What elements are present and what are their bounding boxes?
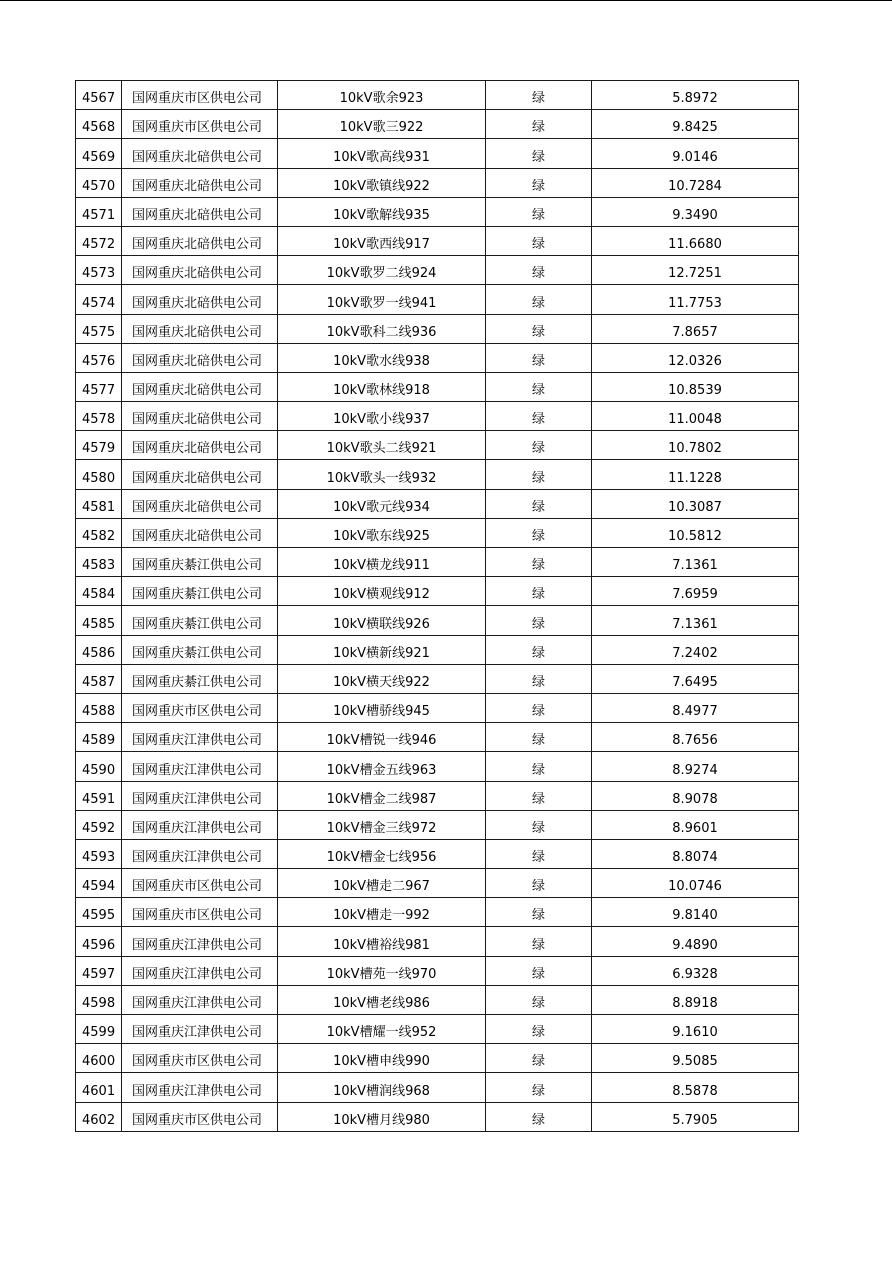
row-id-cell: 4594	[76, 869, 122, 898]
line-name-cell: 10kV歌西线917	[278, 226, 486, 255]
table-row	[76, 256, 799, 285]
row-id-cell: 4599	[76, 1015, 122, 1044]
company-cell: 国网重庆北碚供电公司	[122, 139, 278, 168]
line-name-cell: 10kV歌东线925	[278, 518, 486, 547]
status-cell: 绿	[486, 402, 592, 431]
value-cell: 9.8140	[592, 898, 799, 927]
company-cell: 国网重庆北碚供电公司	[122, 489, 278, 518]
table-row	[76, 869, 799, 898]
value-cell: 5.7905	[592, 1102, 799, 1131]
value-cell: 7.8657	[592, 314, 799, 343]
table-row	[76, 723, 799, 752]
line-name-cell: 10kV歌头一线932	[278, 460, 486, 489]
table-row	[76, 635, 799, 664]
row-id-cell: 4597	[76, 956, 122, 985]
value-cell: 10.3087	[592, 489, 799, 518]
row-id-cell: 4586	[76, 635, 122, 664]
company-cell: 国网重庆市区供电公司	[122, 1102, 278, 1131]
value-cell: 10.8539	[592, 372, 799, 401]
status-cell: 绿	[486, 839, 592, 868]
company-cell: 国网重庆綦江供电公司	[122, 548, 278, 577]
value-cell: 8.8074	[592, 839, 799, 868]
status-cell: 绿	[486, 1073, 592, 1102]
table-row	[76, 1044, 799, 1073]
status-cell: 绿	[486, 898, 592, 927]
status-cell: 绿	[486, 927, 592, 956]
line-name-cell: 10kV横龙线911	[278, 548, 486, 577]
company-cell: 国网重庆北碚供电公司	[122, 460, 278, 489]
company-cell: 国网重庆北碚供电公司	[122, 518, 278, 547]
row-id-cell: 4579	[76, 431, 122, 460]
status-cell: 绿	[486, 1102, 592, 1131]
row-id-cell: 4592	[76, 810, 122, 839]
line-name-cell: 10kV槽锐一线946	[278, 723, 486, 752]
company-cell: 国网重庆市区供电公司	[122, 898, 278, 927]
status-cell: 绿	[486, 110, 592, 139]
line-name-cell: 10kV歌头二线921	[278, 431, 486, 460]
company-cell: 国网重庆市区供电公司	[122, 693, 278, 722]
status-cell: 绿	[486, 489, 592, 518]
table-row	[76, 693, 799, 722]
value-cell: 8.9078	[592, 781, 799, 810]
line-name-cell: 10kV槽老线986	[278, 985, 486, 1014]
row-id-cell: 4569	[76, 139, 122, 168]
status-cell: 绿	[486, 197, 592, 226]
row-id-cell: 4577	[76, 372, 122, 401]
company-cell: 国网重庆江津供电公司	[122, 985, 278, 1014]
status-cell: 绿	[486, 752, 592, 781]
row-id-cell: 4578	[76, 402, 122, 431]
row-id-cell: 4572	[76, 226, 122, 255]
company-cell: 国网重庆市区供电公司	[122, 110, 278, 139]
status-cell: 绿	[486, 781, 592, 810]
status-cell: 绿	[486, 693, 592, 722]
line-name-cell: 10kV槽金三线972	[278, 810, 486, 839]
table-row	[76, 168, 799, 197]
line-name-cell: 10kV槽金七线956	[278, 839, 486, 868]
line-name-cell: 10kV歌罗一线941	[278, 285, 486, 314]
value-cell: 11.7753	[592, 285, 799, 314]
table-row	[76, 927, 799, 956]
company-cell: 国网重庆北碚供电公司	[122, 431, 278, 460]
table-row	[76, 839, 799, 868]
company-cell: 国网重庆江津供电公司	[122, 752, 278, 781]
value-cell: 10.5812	[592, 518, 799, 547]
status-cell: 绿	[486, 460, 592, 489]
value-cell: 9.0146	[592, 139, 799, 168]
table-row	[76, 431, 799, 460]
table-row	[76, 548, 799, 577]
company-cell: 国网重庆江津供电公司	[122, 810, 278, 839]
row-id-cell: 4588	[76, 693, 122, 722]
status-cell: 绿	[486, 664, 592, 693]
table-row	[76, 343, 799, 372]
value-cell: 8.5878	[592, 1073, 799, 1102]
table-row	[76, 577, 799, 606]
line-name-cell: 10kV歌余923	[278, 81, 486, 110]
status-cell: 绿	[486, 548, 592, 577]
line-name-cell: 10kV槽润线968	[278, 1073, 486, 1102]
line-name-cell: 10kV槽苑一线970	[278, 956, 486, 985]
row-id-cell: 4573	[76, 256, 122, 285]
row-id-cell: 4598	[76, 985, 122, 1014]
company-cell: 国网重庆綦江供电公司	[122, 606, 278, 635]
table-row	[76, 226, 799, 255]
row-id-cell: 4600	[76, 1044, 122, 1073]
company-cell: 国网重庆北碚供电公司	[122, 372, 278, 401]
line-name-cell: 10kV槽走一992	[278, 898, 486, 927]
row-id-cell: 4589	[76, 723, 122, 752]
status-cell: 绿	[486, 1015, 592, 1044]
company-cell: 国网重庆市区供电公司	[122, 1044, 278, 1073]
value-cell: 7.1361	[592, 606, 799, 635]
line-name-cell: 10kV槽骄线945	[278, 693, 486, 722]
value-cell: 9.8425	[592, 110, 799, 139]
row-id-cell: 4575	[76, 314, 122, 343]
line-name-cell: 10kV槽走二967	[278, 869, 486, 898]
status-cell: 绿	[486, 606, 592, 635]
line-name-cell: 10kV歌科二线936	[278, 314, 486, 343]
value-cell: 8.9274	[592, 752, 799, 781]
company-cell: 国网重庆綦江供电公司	[122, 664, 278, 693]
line-name-cell: 10kV歌高线931	[278, 139, 486, 168]
line-name-cell: 10kV歌林线918	[278, 372, 486, 401]
table-row	[76, 898, 799, 927]
value-cell: 9.1610	[592, 1015, 799, 1044]
status-cell: 绿	[486, 810, 592, 839]
status-cell: 绿	[486, 1044, 592, 1073]
company-cell: 国网重庆綦江供电公司	[122, 577, 278, 606]
status-cell: 绿	[486, 723, 592, 752]
line-name-cell: 10kV歌解线935	[278, 197, 486, 226]
value-cell: 8.8918	[592, 985, 799, 1014]
table-row	[76, 139, 799, 168]
row-id-cell: 4601	[76, 1073, 122, 1102]
company-cell: 国网重庆北碚供电公司	[122, 402, 278, 431]
table-body	[76, 81, 799, 1132]
status-cell: 绿	[486, 168, 592, 197]
value-cell: 8.4977	[592, 693, 799, 722]
company-cell: 国网重庆北碚供电公司	[122, 314, 278, 343]
row-id-cell: 4595	[76, 898, 122, 927]
value-cell: 9.5085	[592, 1044, 799, 1073]
status-cell: 绿	[486, 869, 592, 898]
value-cell: 10.7284	[592, 168, 799, 197]
row-id-cell: 4584	[76, 577, 122, 606]
table-row	[76, 810, 799, 839]
status-cell: 绿	[486, 343, 592, 372]
value-cell: 7.1361	[592, 548, 799, 577]
status-cell: 绿	[486, 985, 592, 1014]
company-cell: 国网重庆江津供电公司	[122, 1073, 278, 1102]
value-cell: 7.2402	[592, 635, 799, 664]
table-row	[76, 402, 799, 431]
line-name-cell: 10kV歌小线937	[278, 402, 486, 431]
status-cell: 绿	[486, 372, 592, 401]
line-name-cell: 10kV横观线912	[278, 577, 486, 606]
table-row	[76, 781, 799, 810]
row-id-cell: 4580	[76, 460, 122, 489]
row-id-cell: 4583	[76, 548, 122, 577]
row-id-cell: 4596	[76, 927, 122, 956]
line-name-cell: 10kV横联线926	[278, 606, 486, 635]
value-cell: 9.4890	[592, 927, 799, 956]
row-id-cell: 4568	[76, 110, 122, 139]
value-cell: 7.6959	[592, 577, 799, 606]
line-name-cell: 10kV歌罗二线924	[278, 256, 486, 285]
line-name-cell: 10kV槽裕线981	[278, 927, 486, 956]
value-cell: 11.6680	[592, 226, 799, 255]
line-name-cell: 10kV横新线921	[278, 635, 486, 664]
data-table	[75, 80, 799, 1132]
row-id-cell: 4576	[76, 343, 122, 372]
value-cell: 9.3490	[592, 197, 799, 226]
row-id-cell: 4574	[76, 285, 122, 314]
company-cell: 国网重庆江津供电公司	[122, 1015, 278, 1044]
value-cell: 11.1228	[592, 460, 799, 489]
row-id-cell: 4581	[76, 489, 122, 518]
status-cell: 绿	[486, 431, 592, 460]
company-cell: 国网重庆江津供电公司	[122, 839, 278, 868]
company-cell: 国网重庆綦江供电公司	[122, 635, 278, 664]
table-row	[76, 606, 799, 635]
status-cell: 绿	[486, 956, 592, 985]
row-id-cell: 4591	[76, 781, 122, 810]
table-row	[76, 489, 799, 518]
line-name-cell: 10kV歌水线938	[278, 343, 486, 372]
company-cell: 国网重庆江津供电公司	[122, 781, 278, 810]
status-cell: 绿	[486, 285, 592, 314]
line-name-cell: 10kV槽金五线963	[278, 752, 486, 781]
table-row	[76, 1102, 799, 1131]
company-cell: 国网重庆江津供电公司	[122, 723, 278, 752]
company-cell: 国网重庆北碚供电公司	[122, 168, 278, 197]
value-cell: 7.6495	[592, 664, 799, 693]
row-id-cell: 4571	[76, 197, 122, 226]
value-cell: 8.7656	[592, 723, 799, 752]
company-cell: 国网重庆北碚供电公司	[122, 285, 278, 314]
value-cell: 12.0326	[592, 343, 799, 372]
table-row	[76, 518, 799, 547]
table-row	[76, 460, 799, 489]
status-cell: 绿	[486, 256, 592, 285]
table-row	[76, 664, 799, 693]
value-cell: 10.0746	[592, 869, 799, 898]
company-cell: 国网重庆北碚供电公司	[122, 226, 278, 255]
row-id-cell: 4582	[76, 518, 122, 547]
table-row	[76, 985, 799, 1014]
line-name-cell: 10kV歌三922	[278, 110, 486, 139]
company-cell: 国网重庆北碚供电公司	[122, 256, 278, 285]
line-name-cell: 10kV槽申线990	[278, 1044, 486, 1073]
status-cell: 绿	[486, 314, 592, 343]
company-cell: 国网重庆江津供电公司	[122, 956, 278, 985]
status-cell: 绿	[486, 226, 592, 255]
row-id-cell: 4567	[76, 81, 122, 110]
row-id-cell: 4602	[76, 1102, 122, 1131]
value-cell: 8.9601	[592, 810, 799, 839]
row-id-cell: 4593	[76, 839, 122, 868]
line-name-cell: 10kV槽金二线987	[278, 781, 486, 810]
table-row	[76, 1015, 799, 1044]
row-id-cell: 4590	[76, 752, 122, 781]
line-name-cell: 10kV歌镇线922	[278, 168, 486, 197]
row-id-cell: 4585	[76, 606, 122, 635]
value-cell: 11.0048	[592, 402, 799, 431]
line-name-cell: 10kV横天线922	[278, 664, 486, 693]
line-name-cell: 10kV歌元线934	[278, 489, 486, 518]
table-row	[76, 110, 799, 139]
table-row	[76, 314, 799, 343]
line-name-cell: 10kV槽月线980	[278, 1102, 486, 1131]
status-cell: 绿	[486, 518, 592, 547]
status-cell: 绿	[486, 139, 592, 168]
row-id-cell: 4587	[76, 664, 122, 693]
value-cell: 10.7802	[592, 431, 799, 460]
value-cell: 12.7251	[592, 256, 799, 285]
status-cell: 绿	[486, 577, 592, 606]
status-cell: 绿	[486, 81, 592, 110]
table-row	[76, 752, 799, 781]
company-cell: 国网重庆北碚供电公司	[122, 197, 278, 226]
company-cell: 国网重庆北碚供电公司	[122, 343, 278, 372]
page-top-rule	[0, 0, 892, 1]
table-row	[76, 1073, 799, 1102]
value-cell: 5.8972	[592, 81, 799, 110]
status-cell: 绿	[486, 635, 592, 664]
company-cell: 国网重庆市区供电公司	[122, 869, 278, 898]
company-cell: 国网重庆市区供电公司	[122, 81, 278, 110]
company-cell: 国网重庆江津供电公司	[122, 927, 278, 956]
table-row	[76, 81, 799, 110]
line-name-cell: 10kV槽耀一线952	[278, 1015, 486, 1044]
table-row	[76, 956, 799, 985]
table-row	[76, 372, 799, 401]
value-cell: 6.9328	[592, 956, 799, 985]
table-row	[76, 197, 799, 226]
row-id-cell: 4570	[76, 168, 122, 197]
table-row	[76, 285, 799, 314]
